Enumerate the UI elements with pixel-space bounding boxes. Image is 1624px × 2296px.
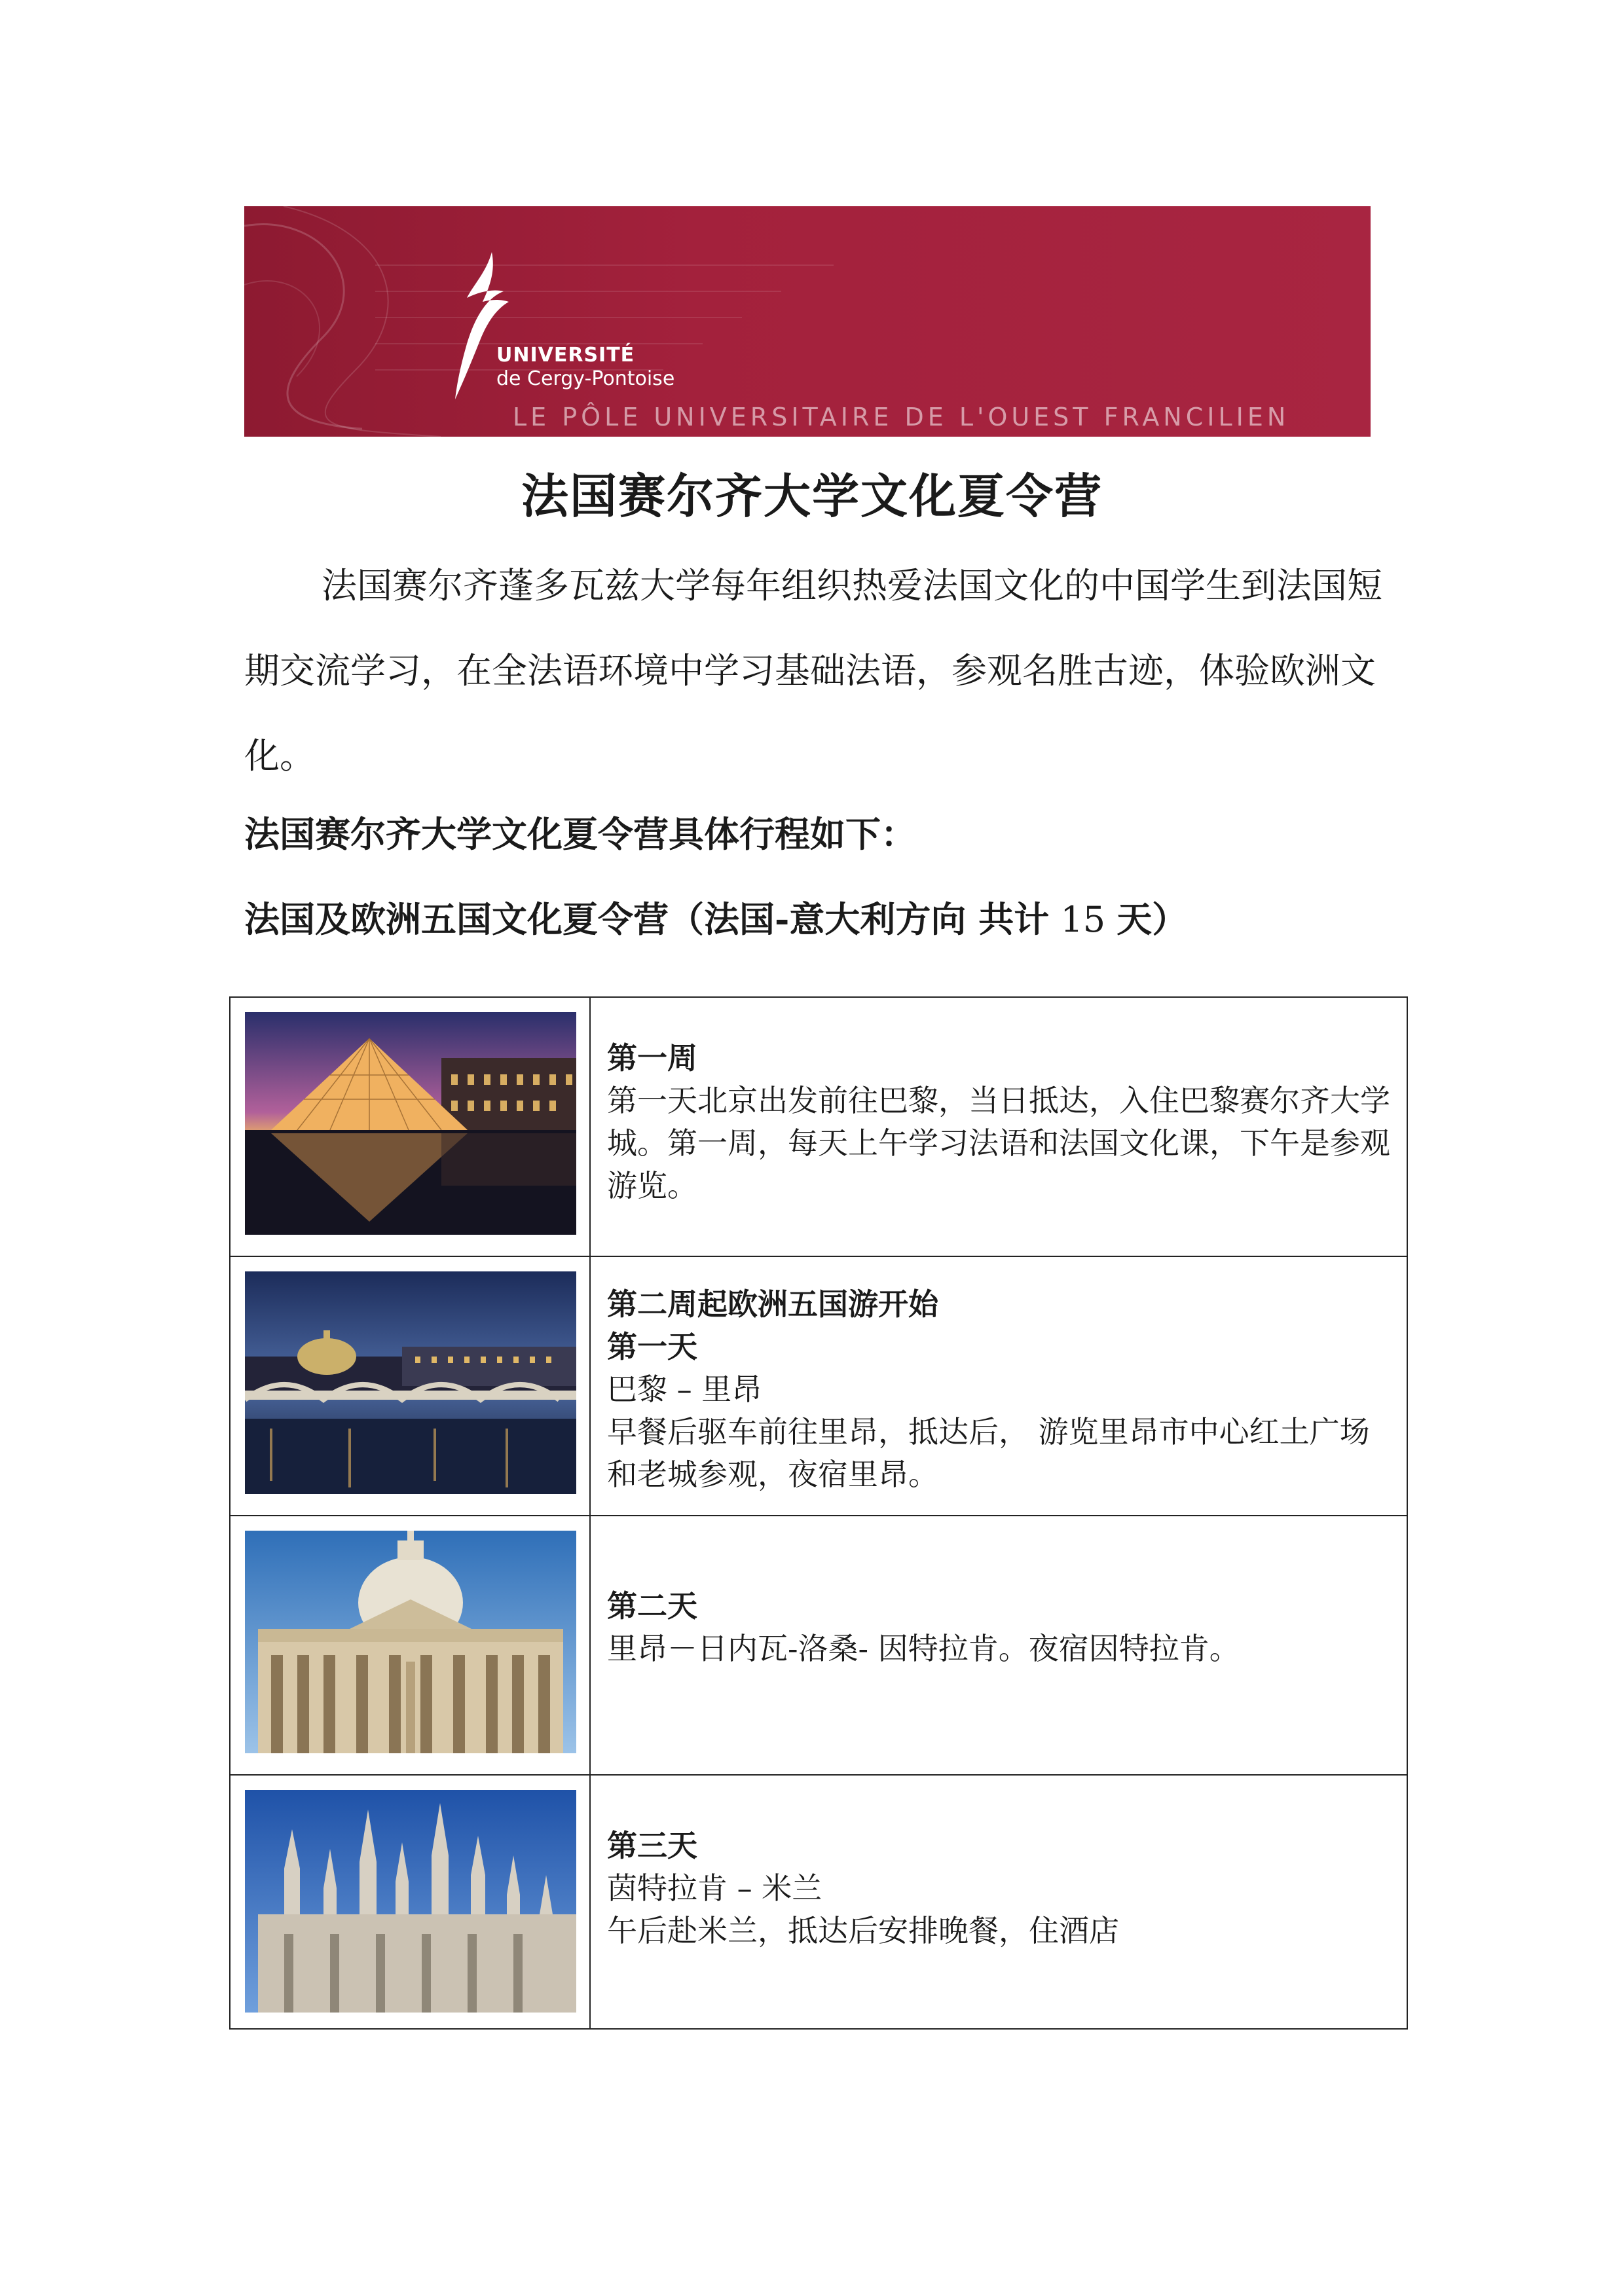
university-logo xyxy=(441,246,703,403)
photo-cell xyxy=(231,1516,591,1774)
day-description xyxy=(607,1585,1393,1670)
photo-cell xyxy=(231,1776,591,2028)
table-row xyxy=(231,1257,1407,1516)
day-detail: 早餐后驱车前往里昂，抵达后， 游览里昂市中心红土广场和老城参观，夜宿里昂。 xyxy=(607,1414,1370,1492)
week-label: 第二周起欧洲五国游开始 xyxy=(607,1286,938,1322)
day-detail: 午后赴米兰，抵达后安排晚餐，住酒店 xyxy=(607,1913,1119,1948)
banner-tagline: LE PÔLE UNIVERSITAIRE DE L'OUEST FRANCILIEN xyxy=(513,403,1290,431)
route-text: 巴黎 – 里昂 xyxy=(607,1372,762,1407)
day-description xyxy=(607,1283,1393,1496)
program-heading-days: 15 xyxy=(1049,899,1117,940)
itinerary-heading: 法国赛尔齐大学文化夏令营具体行程如下： xyxy=(244,813,916,855)
day-label: 第二天 xyxy=(607,1588,697,1624)
intro-paragraph: 法国赛尔齐蓬多瓦兹大学每年组织热爱法国文化的中国学生到法国短期交流学习，在全法语环境中学习基础法语，参观名胜古迹，体验欧洲文化。 xyxy=(244,565,1382,776)
day-description xyxy=(607,1037,1393,1207)
program-heading-mid: 共计 xyxy=(966,898,1050,940)
milan-cathedral-photo xyxy=(245,1790,576,2013)
st-peters-basilica-photo xyxy=(245,1531,576,1753)
university-banner xyxy=(244,206,1371,437)
program-heading-suffix: 天） xyxy=(1116,898,1188,940)
day-label: 第一天 xyxy=(607,1329,697,1364)
route-text: 里昂－日内瓦-洛桑- 因特拉肯。夜宿因特拉肯。 xyxy=(607,1631,1240,1666)
lyon-bridge-photo xyxy=(245,1271,576,1494)
program-heading xyxy=(244,892,1187,942)
route-text: 茵特拉肯 – 米兰 xyxy=(607,1870,822,1906)
day-description xyxy=(607,1825,1393,1952)
logo-text-cergy: de Cergy-Pontoise xyxy=(496,367,675,390)
week-label: 第一周 xyxy=(607,1040,697,1076)
logo-text-universite: UNIVERSITÉ xyxy=(496,344,635,367)
table-row xyxy=(231,998,1407,1257)
itinerary-table xyxy=(229,996,1408,2030)
day-detail: 第一天北京出发前往巴黎，当日抵达，入住巴黎赛尔齐大学城。第一周，每天上午学习法语和法国文化课，下午是参观游览。 xyxy=(607,1083,1390,1203)
table-row xyxy=(231,1776,1407,2028)
louvre-pyramid-photo xyxy=(245,1012,576,1235)
photo-cell xyxy=(231,998,591,1256)
page-title: 法国赛尔齐大学文化夏令营 xyxy=(521,468,1103,524)
day-label: 第三天 xyxy=(607,1828,697,1863)
table-row xyxy=(231,1516,1407,1776)
photo-cell xyxy=(231,1257,591,1515)
program-heading-prefix: 法国及欧洲五国文化夏令营（法国-意大利方向 xyxy=(244,898,967,940)
